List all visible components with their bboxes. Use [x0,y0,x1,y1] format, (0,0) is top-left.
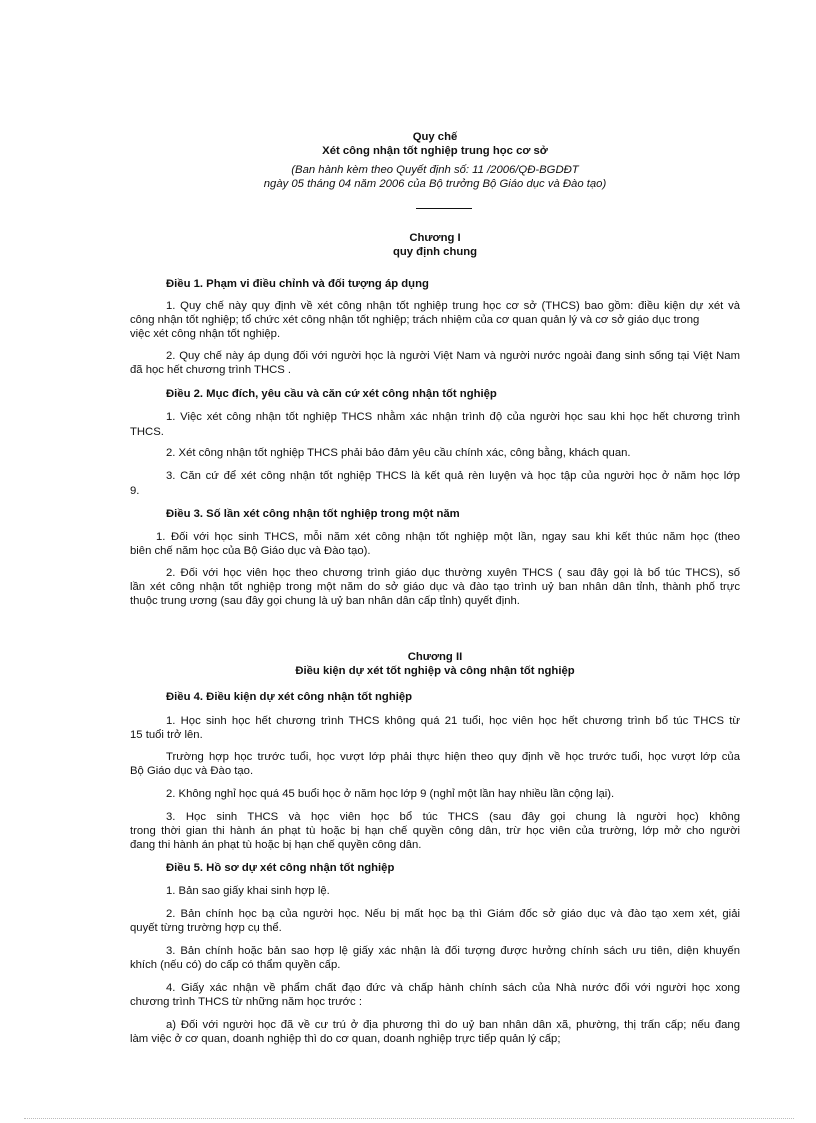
art2-p1-l2: THCS. [130,426,164,438]
art4-p4-l3: đang thi hành án phạt tù hoặc bị hạn chế quyền công dân. [130,839,422,851]
issued-line-2: ngày 05 tháng 04 năm 2006 của Bộ trưởng Bộ Giáo dục và Đào tạo) [263,178,607,190]
art2-p3-l2: 9. [130,485,140,497]
art5-p1: 1. Bản sao giấy khai sinh hợp lệ. [166,885,330,897]
art4-p3: 2. Không nghỉ học quá 45 buổi học ở năm học lớp 9 (nghỉ một lần hay nhiều lần cộng lại). [166,788,615,800]
art1-p2-l1: 2. Quy chế này áp dụng đối với người học là người Việt Nam và người nước ngoài đang sinh sống tại Việt Nam [166,350,740,362]
art5-p4-l1: 4. Giấy xác nhận về phẩm chất đạo đức và chấp hành chính sách của Nhà nước đối với người học xong [166,982,740,994]
art5-p4-l2: chương trình THCS từ những năm học trước : [130,996,362,1008]
art4-p2-l1: Trường hợp học trước tuổi, học vượt lớp phải thực hiện theo quy định về học trước tuổi, học vượt lớp của [166,751,740,763]
doc-title: Quy chế [412,131,458,143]
article-4-heading: Điều 4. Điều kiện dự xét công nhận tốt nghiệp [166,691,413,703]
article-2-heading: Điều 2. Mục đích, yêu cầu và căn cứ xét công nhận tốt nghiệp [166,388,497,400]
art2-p2: 2. Xét công nhận tốt nghiệp THCS phải bảo đảm yêu cầu chính xác, công bằng, khách quan. [166,447,631,459]
article-5-heading: Điều 5. Hồ sơ dự xét công nhận tốt nghiệp [166,862,395,874]
art4-p2-l2: Bộ Giáo dục và Đào tạo. [130,765,254,777]
art3-p2-l2: lần xét công nhận tốt nghiệp trong một năm do sở giáo dục và đào tạo trình uỷ ban nhân dân tỉnh, thành phố trực [130,581,740,593]
art2-p3-l1: 3. Căn cứ để xét công nhận tốt nghiệp THCS là kết quả rèn luyện và học tập của người học ở năm học lớp [166,470,740,482]
art3-p2-l3: thuộc trung ương (sau đây gọi chung là uỷ ban nhân dân cấp tỉnh) quyết định. [130,595,520,607]
art3-p1-l1: 1. Đối với học sinh THCS, mỗi năm xét công nhận tốt nghiệp một lần, ngay sau khi kết thúc năm học (theo [156,531,740,543]
art5-p2-l2: quyết từng trường hợp cụ thể. [130,922,282,934]
article-1-heading: Điều 1. Phạm vi điều chỉnh và đối tượng áp dụng [166,278,429,290]
art5-p3-l2: khích (nếu có) do cấp có thẩm quyền cấp. [130,959,341,971]
art1-p1-l1: 1. Quy chế này quy định về xét công nhận tốt nghiệp trung học cơ sở (THCS) bao gồm: điều kiện dự xét và [166,300,740,312]
art4-p4-l1: 3. Học sinh THCS và học viên học bổ túc THCS (sau đây gọi chung là người học) không [166,811,740,823]
chapter-1-label: Chương I [409,232,461,244]
page-bottom-border [24,1118,794,1119]
chapter-1-name: quy định chung [392,246,478,258]
issued-line-1: (Ban hành kèm theo Quyết định số: 11 /2006/QĐ-BGDĐT [291,164,579,176]
art2-p1-l1: 1. Việc xét công nhận tốt nghiệp THCS nhằm xác nhận trình độ của người học sau khi học hết chương trình [166,411,740,423]
doc-subtitle: Xét công nhận tốt nghiệp trung học cơ sở [322,145,548,157]
chapter-2-name: Điều kiện dự xét tốt nghiệp và công nhận tốt nghiệp [295,665,575,677]
chapter-2-label: Chương II [407,651,463,663]
art4-p1-l1: 1. Học sinh học hết chương trình THCS không quá 21 tuổi, học viên học hết chương trình bổ túc THCS từ [166,715,740,727]
article-3-heading: Điều 3. Số lần xét công nhận tốt nghiệp trong một năm [166,508,460,520]
art4-p1-l2: 15 tuổi trở lên. [130,729,203,741]
art4-p4-l2: trong thời gian thi hành án phạt tù hoặc bị hạn chế quyền công dân, trừ học viên của trường, lớp mở cho người [130,825,740,837]
title-divider [416,208,472,209]
art3-p1-l2: biên chế năm học của Bộ Giáo dục và Đào tạo). [130,545,371,557]
art5-p3-l1: 3. Bản chính hoặc bản sao hợp lệ giấy xác nhận là đối tượng được hưởng chính sách ưu tiên, diện khuyến [166,945,740,957]
art5-p5-l2: làm việc ở cơ quan, doanh nghiệp thì do cơ quan, doanh nghiệp trực tiếp quản lý cấp; [130,1033,561,1045]
art5-p5-l1: a) Đối với người học đã về cư trú ở địa phương thì do uỷ ban nhân dân xã, phường, thị trấn cấp; nếu đang [166,1019,740,1031]
art1-p2-l2: đã học hết chương trình THCS . [130,364,292,376]
art5-p2-l1: 2. Bản chính học bạ của người học. Nếu bị mất học bạ thì Giám đốc sở giáo dục và đào tạo xem xét, giải [166,908,740,920]
art1-p1-l3: việc xét công nhận tốt nghiệp. [130,328,281,340]
art3-p2-l1: 2. Đối với học viên học theo chương trình giáo dục thường xuyên THCS ( sau đây gọi là bổ túc THCS), số [166,567,740,579]
art1-p1-l2: công nhận tốt nghiệp; tổ chức xét công nhận tốt nghiệp; trách nhiệm của cơ quan quản lý và cơ sở giáo dục trong [130,314,700,326]
